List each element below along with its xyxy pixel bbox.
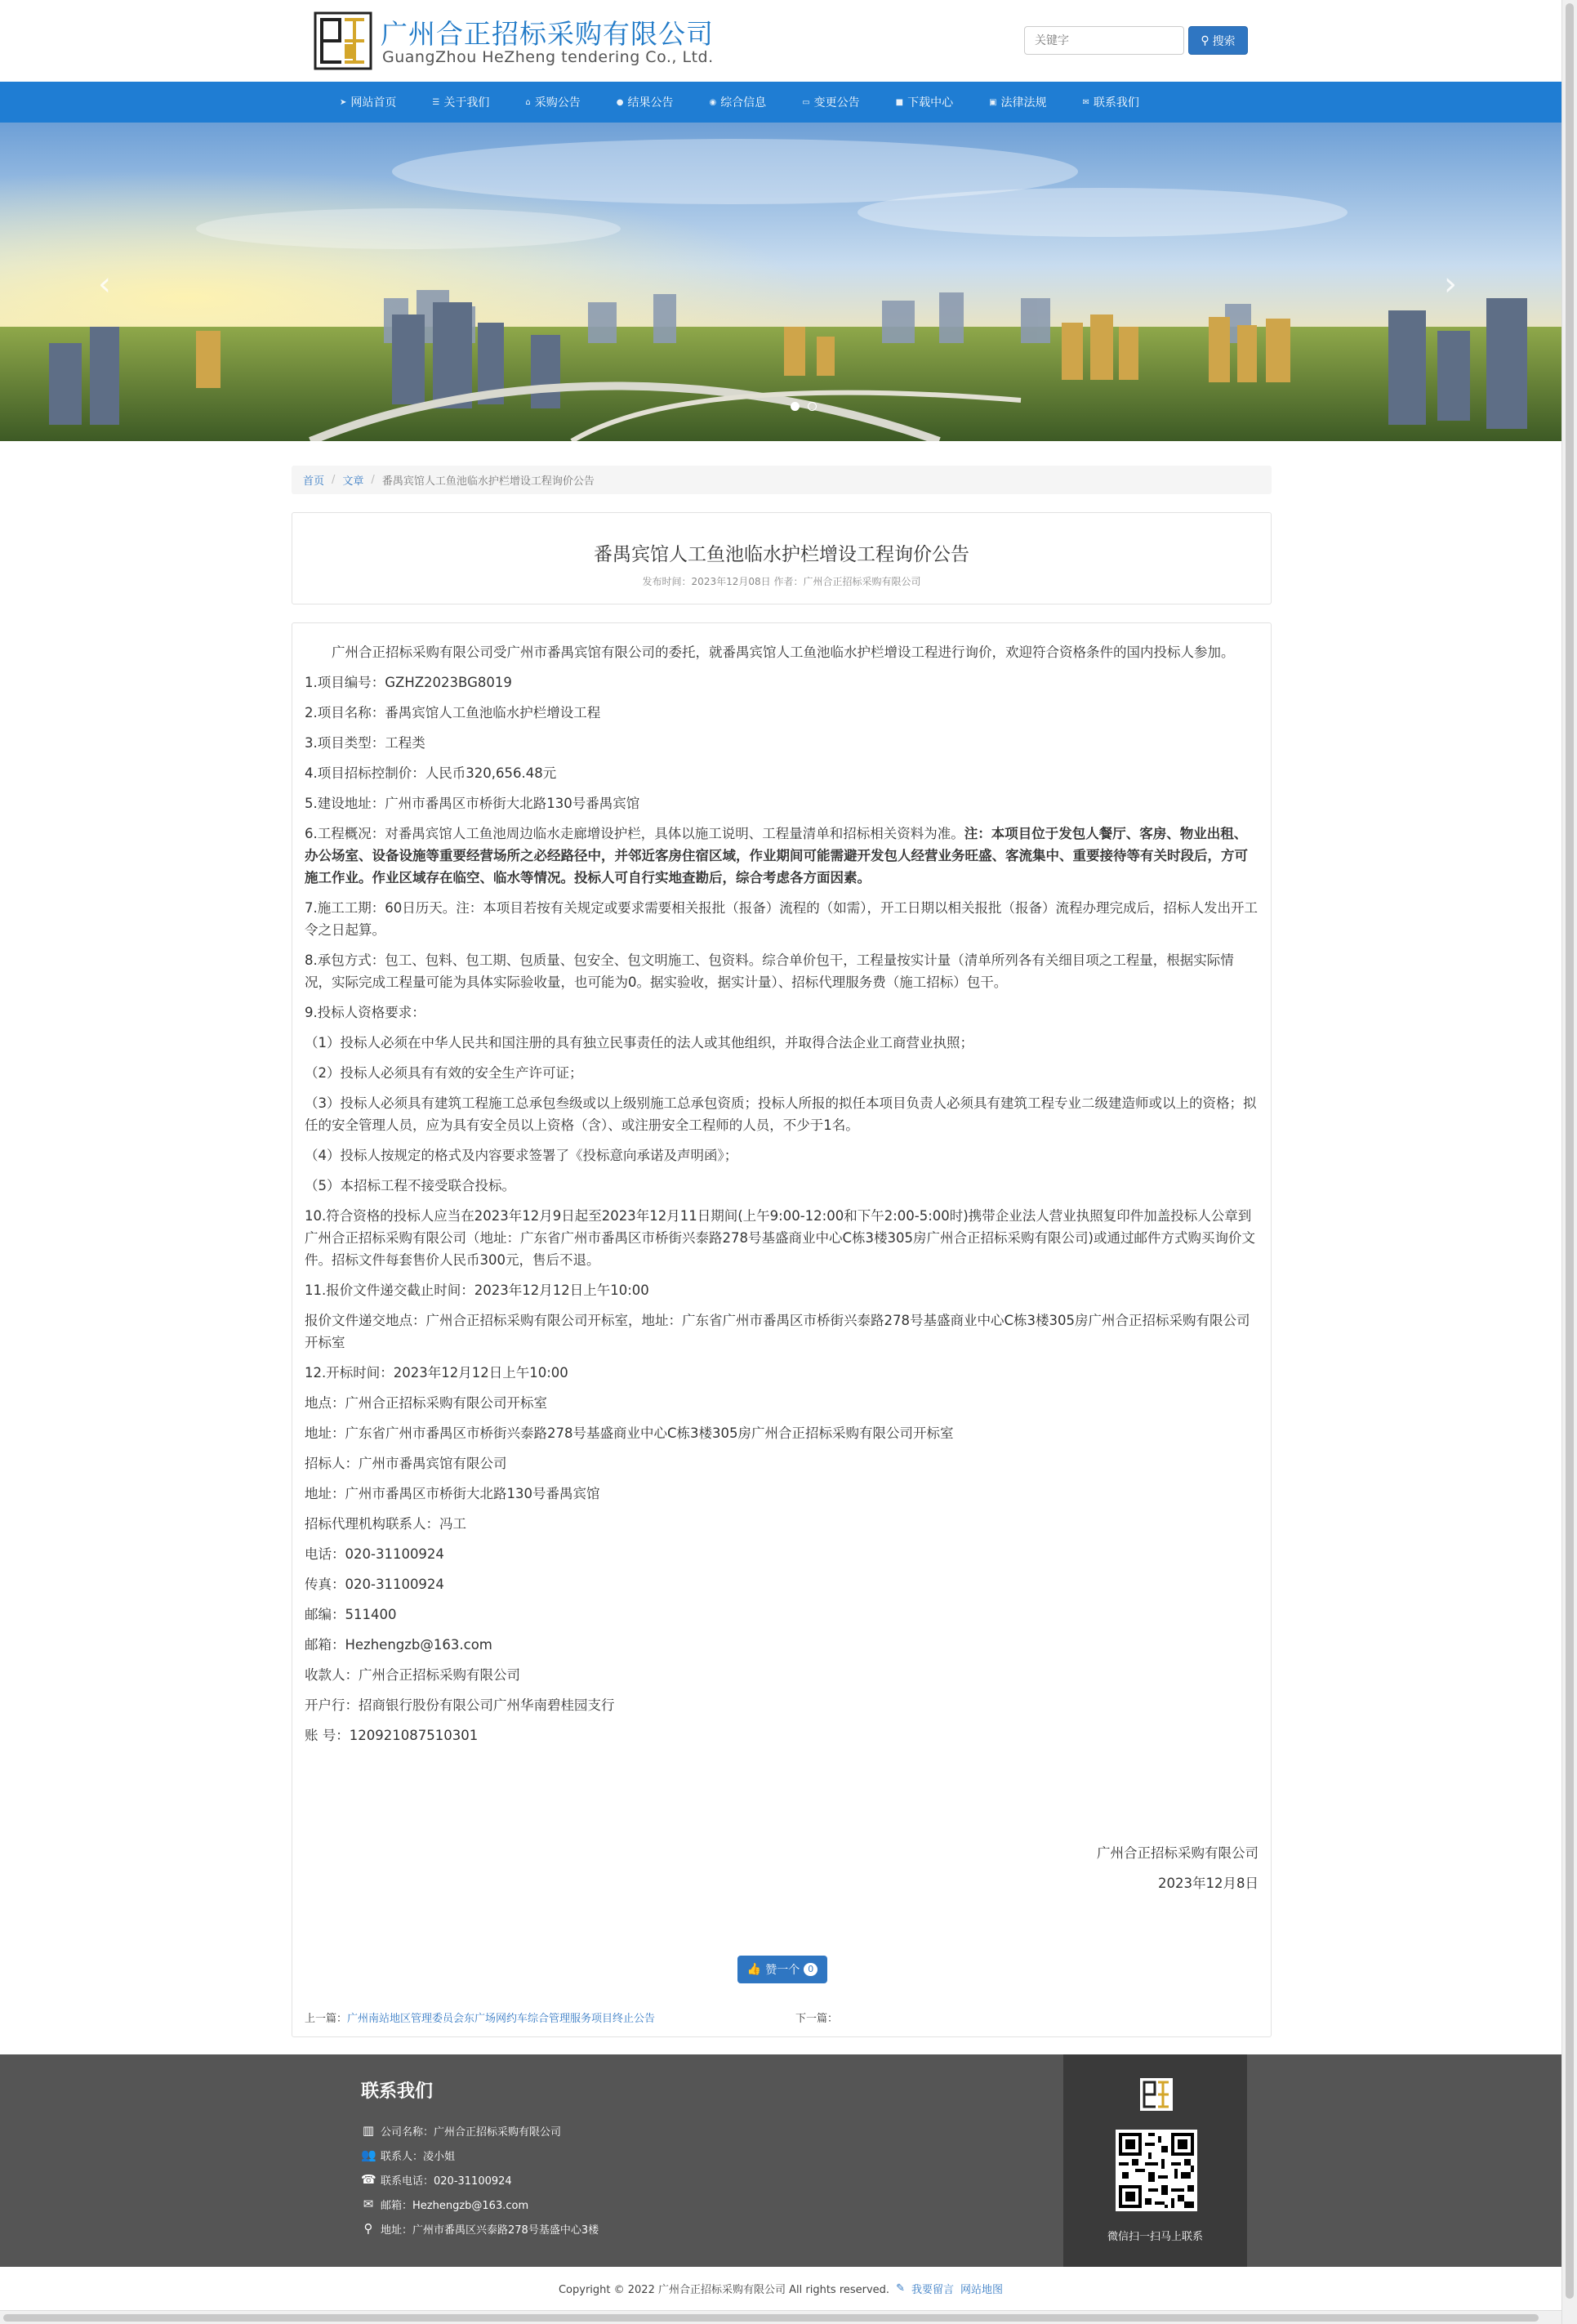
article-paragraph: 邮箱：Hezhengzb@163.com xyxy=(305,1637,492,1653)
send-icon: ➤ xyxy=(340,97,347,107)
article-paragraph: 招标代理机构联系人：冯工 xyxy=(305,1516,466,1532)
article-body xyxy=(292,622,1272,2037)
nav-item-download[interactable] xyxy=(896,82,953,123)
article-paragraph: 传真：020-31100924 xyxy=(305,1577,444,1592)
article-paragraph: 地点：广州合正招标采购有限公司开标室 xyxy=(305,1395,547,1411)
search-input[interactable] xyxy=(1024,26,1184,55)
banner-indicators xyxy=(791,402,817,411)
prev-article-link[interactable]: 广州南站地区管理委员会东广场网约车综合管理服务项目终止公告 xyxy=(347,2013,656,2025)
hero-banner[interactable] xyxy=(0,123,1561,441)
copyright-text: Copyright © 2022 广州合正招标采购有限公司 All rights reserved. xyxy=(558,2284,890,2296)
article-paragraph: 4.项目招标控制价：人民币320,656.48元 xyxy=(305,765,557,781)
nav-item-info[interactable] xyxy=(709,82,766,123)
article-paragraph: 5.建设地址：广州市番禺区市桥街大北路130号番禺宾馆 xyxy=(305,796,640,811)
mail-icon: ✉ xyxy=(1082,97,1089,107)
banner-dot[interactable] xyxy=(791,402,800,411)
nav-label: 结果公告 xyxy=(627,96,674,109)
nav-label: 采购公告 xyxy=(534,96,581,109)
search-button-label: 搜索 xyxy=(1212,34,1236,48)
thumbs-up-icon: 👍 xyxy=(746,1963,762,1976)
envelope-icon: ✉ xyxy=(363,2197,374,2211)
footer-text: 联系人：凌小姐 xyxy=(381,2150,456,2163)
bulb-icon: ◉ xyxy=(709,97,717,107)
breadcrumb-section[interactable]: 文章 xyxy=(342,475,364,488)
book-icon: ▣ xyxy=(989,97,997,107)
article-paragraph: 2.项目名称：番禺宾馆人工鱼池临水护栏增设工程 xyxy=(305,705,601,720)
article-paragraph: 招标人：广州市番禺宾馆有限公司 xyxy=(305,1456,507,1471)
users-icon: 👥 xyxy=(361,2148,376,2162)
article-paragraph: 广州合正招标采购有限公司受广州市番禺宾馆有限公司的委托，就番禺宾馆人工鱼池临水护栏增设工程进行询价，欢迎符合资格条件的国内投标人参加。 xyxy=(332,645,1235,660)
vertical-scrollbar[interactable] xyxy=(1561,0,1577,2324)
nav-label: 下载中心 xyxy=(907,96,954,109)
nav-item-procurement[interactable] xyxy=(525,82,580,123)
article-meta: 发布时间：2023年12月08日 作者：广州合正招标采购有限公司 xyxy=(642,576,921,587)
footer-text: 公司名称：广州合正招标采购有限公司 xyxy=(381,2126,562,2139)
wechat-qr-code-icon xyxy=(1116,2130,1197,2211)
article-paragraph: 电话：020-31100924 xyxy=(305,1546,444,1562)
scrollbar-thumb[interactable] xyxy=(1566,3,1574,2299)
nav-label: 法律法规 xyxy=(1000,96,1047,109)
footer-address xyxy=(361,2216,599,2241)
article-paragraph: （4）投标人按规定的格式及内容要求签署了《投标意向承诺及声明函》； xyxy=(305,1148,738,1163)
city-skyline-image xyxy=(0,123,1561,441)
article-paragraph: 开户行：招商银行股份有限公司广州华南碧桂园支行 xyxy=(305,1697,615,1713)
main-nav xyxy=(0,82,1561,123)
company-name-en: GuangZhou HeZheng tendering Co., Ltd. xyxy=(382,48,714,66)
horizontal-scrollbar[interactable] xyxy=(0,2310,1561,2324)
search-icon: ⚲ xyxy=(1201,33,1209,47)
site-header xyxy=(0,0,1561,82)
nav-label: 关于我们 xyxy=(443,96,490,109)
article-paragraph: （2）投标人必须具有有效的安全生产许可证； xyxy=(305,1065,583,1081)
edit-icon: ✎ xyxy=(896,2282,905,2295)
breadcrumb xyxy=(292,466,1272,494)
article-paragraph: 报价文件递交地点：广州合正招标采购有限公司开标室，地址：广东省广州市番禺区市桥街兴泰路278号基盛商业中心C栋3楼305房广州合正招标采购有限公司开标室 xyxy=(305,1313,1250,1350)
like-count-badge: 0 xyxy=(804,1963,817,1976)
nav-item-law[interactable] xyxy=(989,82,1046,123)
article-note-bold: 注：本项目位于发包人餐厅、客房、物业出租、办公场室、设备设施等重要经营场所之必经路径中，并邻近客房住宿区域，作业期间可能需避开发包人经营业务旺盛、客流集中、重要接待等有关时段后，方可施工作业。作业区域存在临空、临水等情况。投标人可自行实地查勘后，综合考虑各方面因素。 xyxy=(305,826,1248,885)
article-paragraph: 账 号：120921087510301 xyxy=(305,1728,479,1743)
article-paragraph: 收款人：广州合正招标采购有限公司 xyxy=(305,1667,520,1683)
nav-label: 变更公告 xyxy=(813,96,860,109)
article-signature xyxy=(1097,1838,1258,1898)
qr-caption: 微信扫一扫马上联系 xyxy=(1107,2231,1203,2243)
breadcrumb-current: 番禺宾馆人工鱼池临水护栏增设工程询价公告 xyxy=(381,475,595,488)
banner-prev-icon[interactable]: ‹ xyxy=(98,265,111,303)
article-paragraph: 12.开标时间：2023年12月12日上午10:00 xyxy=(305,1365,568,1381)
nav-label: 网站首页 xyxy=(350,96,397,109)
qr-panel xyxy=(1063,2054,1247,2267)
article-paragraph: 7.施工工期：60日历天。注：本项目若按有关规定或要求需要相关报批（报备）流程的（如需），开工日期以相关报批（报备）流程办理完成后，招标人发出开工令之日起算。 xyxy=(305,900,1258,938)
article-paragraph xyxy=(305,823,1260,889)
company-logo-small-icon xyxy=(1139,2077,1174,2112)
article-paragraph: （5）本招标工程不接受联合投标。 xyxy=(305,1178,515,1193)
site-footer xyxy=(0,2054,1561,2267)
banner-dot[interactable] xyxy=(808,402,817,411)
signature-date: 2023年12月8日 xyxy=(1158,1876,1258,1891)
footer-text: 地址：广州市番禺区兴泰路278号基盛中心3楼 xyxy=(381,2224,599,2237)
calendar-icon: ▭ xyxy=(802,97,810,107)
nav-item-changes[interactable] xyxy=(802,82,859,123)
footer-email xyxy=(361,2192,599,2216)
article-pagination xyxy=(305,2010,1260,2025)
search-button[interactable] xyxy=(1188,26,1248,55)
like-button[interactable] xyxy=(737,1956,827,1983)
article-text: 6.工程概况：对番禺宾馆人工鱼池周边临水走廊增设护栏，具体以施工说明、工程量清单和招标相关资料为准。 xyxy=(305,826,964,841)
home-icon: ⌂ xyxy=(525,97,531,107)
article-title: 番禺宾馆人工鱼池临水护栏增设工程询价公告 xyxy=(594,544,969,565)
article-paragraph: 10.符合资格的投标人应当在2023年12月9日起至2023年12月11日期间(上午9:00-12:00和下午2:00-5:00时)携带企业法人营业执照复印件加盖投标人公章到广州合正招标采购有限公司（地址：广东省广州市番禺区市桥街兴泰路278号基盛商业中心C栋3楼305房广州合正招标采购有限公司)或通过邮件方式购买询价文件。招标文件每套售价人民币300元，售后不退。 xyxy=(305,1208,1255,1268)
article-header xyxy=(292,512,1272,604)
building-icon: ▥ xyxy=(362,2123,375,2138)
nav-item-about[interactable] xyxy=(432,82,489,123)
nav-item-contact[interactable] xyxy=(1083,82,1139,123)
prev-label: 上一篇： xyxy=(305,2013,348,2025)
map-marker-icon: ⚲ xyxy=(363,2221,373,2236)
footer-text: 邮箱：Hezhengzb@163.com xyxy=(381,2199,529,2212)
footer-company xyxy=(361,2118,599,2143)
article-paragraph: （3）投标人必须具有建筑工程施工总承包叁级或以上级别施工总承包资质；投标人所报的拟任本项目负责人必须具有建筑工程专业二级建造师或以上的资格；拟任的安全管理人员，应为具有安全员以上资格（含）、或注册安全工程师的人员，不少于1名。 xyxy=(305,1095,1257,1133)
article-paragraph: 地址：广东省广州市番禺区市桥街兴泰路278号基盛商业中心C栋3楼305房广州合正招标采购有限公司开标室 xyxy=(305,1425,954,1441)
breadcrumb-separator: / xyxy=(332,474,336,486)
scrollbar-thumb[interactable] xyxy=(3,2314,1539,2322)
footer-text: 联系电话：020-31100924 xyxy=(381,2175,512,2188)
article-paragraph: （1）投标人必须在中华人民共和国注册的具有独立民事责任的法人或其他组织，并取得合法企业工商营业执照； xyxy=(305,1035,973,1050)
phone-icon: ☎ xyxy=(361,2172,376,2187)
company-logo-icon[interactable] xyxy=(314,11,372,70)
article-content xyxy=(305,641,1260,1755)
breadcrumb-home[interactable]: 首页 xyxy=(303,475,325,488)
article-paragraph: 地址：广州市番禺区市桥街大北路130号番禺宾馆 xyxy=(305,1486,600,1501)
info-icon: ● xyxy=(616,97,624,107)
like-label: 赞一个 xyxy=(765,1964,800,1977)
footer-person xyxy=(361,2143,599,2167)
company-name-cn[interactable]: 广州合正招标采购有限公司 xyxy=(381,18,714,50)
breadcrumb-separator: / xyxy=(371,474,375,486)
footer-phone xyxy=(361,2167,599,2192)
article-paragraph: 11.报价文件递交截止时间：2023年12月12日上午10:00 xyxy=(305,1282,649,1298)
nav-item-results[interactable] xyxy=(617,82,674,123)
article-paragraph: 8.承包方式：包工、包料、包工期、包质量、包安全、包文明施工、包资料。综合单价包干，工程量按实计量（清单所列各有关细目项之工程量，根据实际情况，实际完成工程量可能为具体实际验收量，也可能为0。据实验收，据实计量）、招标代理服务费（施工招标）包干。 xyxy=(305,952,1234,990)
list-icon: ☰ xyxy=(432,97,440,107)
article-paragraph: 9.投标人资格要求： xyxy=(305,1005,425,1020)
nav-label: 综合信息 xyxy=(720,96,767,109)
sitemap-link[interactable]: 网站地图 xyxy=(960,2284,1004,2296)
article-paragraph: 邮编：511400 xyxy=(305,1607,397,1622)
copyright-bar xyxy=(0,2267,1561,2310)
banner-next-icon[interactable]: › xyxy=(1444,265,1457,303)
signature-company: 广州合正招标采购有限公司 xyxy=(1097,1845,1258,1861)
footer-title: 联系我们 xyxy=(361,2081,434,2102)
feedback-link[interactable]: 我要留言 xyxy=(911,2284,954,2296)
next-label: 下一篇： xyxy=(795,2013,839,2025)
article-paragraph: 3.项目类型：工程类 xyxy=(305,735,425,751)
download-icon: ■ xyxy=(895,97,904,107)
article-paragraph: 1.项目编号：GZHZ2023BG8019 xyxy=(305,675,512,690)
nav-label: 联系我们 xyxy=(1093,96,1139,109)
nav-item-home[interactable] xyxy=(340,82,396,123)
footer-contact-list xyxy=(361,2118,599,2241)
